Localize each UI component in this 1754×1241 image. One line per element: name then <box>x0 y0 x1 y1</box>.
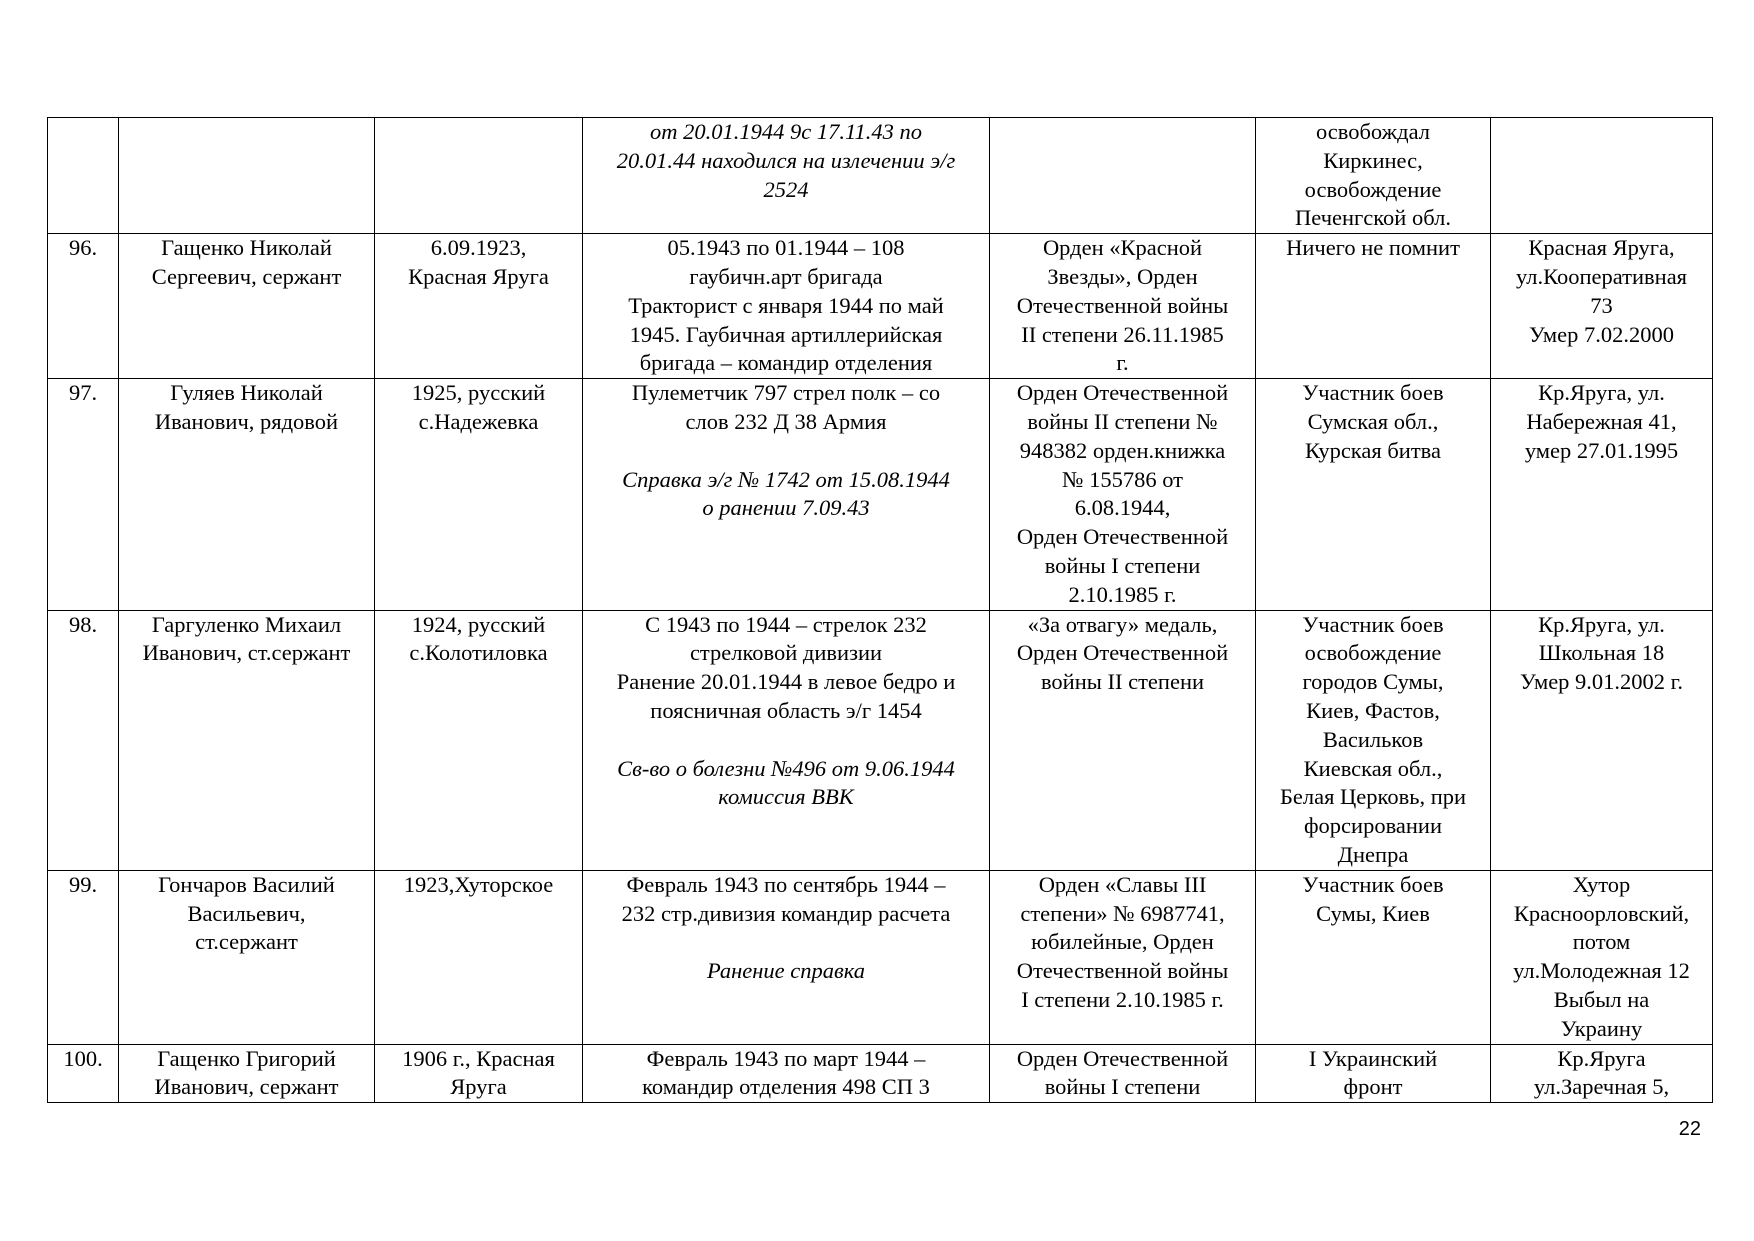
cell-name <box>119 234 375 379</box>
cell-line: умер 27.01.1995 <box>1524 437 1679 463</box>
cell-line: Печенгской обл. <box>1295 205 1451 231</box>
cell-line: освобождал <box>1315 119 1431 144</box>
cell-line: Отечественной войны <box>1016 958 1229 984</box>
cell-service <box>583 379 990 610</box>
cell-line: войны II степени № <box>1027 408 1218 434</box>
line-gap <box>587 437 985 466</box>
cell-line: юбилейные, Орден <box>1031 929 1214 955</box>
cell-line: Яруга <box>450 1074 507 1100</box>
cell-line: 232 стр.дивизия командир расчета <box>621 900 951 926</box>
cell-line: слов 232 Д 38 Армия <box>685 408 887 434</box>
cell-line: Умер 7.02.2000 <box>1528 321 1675 347</box>
cell-line: Кр.Яруга, ул. <box>1538 380 1665 406</box>
cell-num: 100. <box>48 1044 119 1103</box>
cell-line: с.Надежевка <box>418 408 539 434</box>
cell-line: Белая Церковь, при <box>1279 784 1467 810</box>
cell-address <box>1491 379 1713 610</box>
cell-birth <box>375 610 583 870</box>
cell-line: Участник боев <box>1302 871 1444 897</box>
cell-line: освобождение <box>1304 176 1442 202</box>
cell-line: городов Сумы, <box>1302 669 1444 695</box>
table-row <box>48 610 1713 870</box>
line-gap <box>587 928 985 957</box>
cell-line: ул.Заречная 5, <box>1533 1074 1670 1100</box>
table-row <box>48 870 1713 1044</box>
cell-awards <box>990 870 1256 1044</box>
cell-line: Кр.Яруга <box>1557 1045 1646 1071</box>
cell-line: Участник боев <box>1302 611 1444 637</box>
cell-line: стрелковой дивизии <box>689 640 883 666</box>
cell-line: Днепра <box>1337 841 1409 867</box>
cell-awards <box>990 234 1256 379</box>
cell-line: 2.10.1985 г. <box>1068 581 1177 607</box>
cell-line: Гащенко Николай <box>161 235 332 261</box>
cell-line: Сергеевич, сержант <box>151 263 342 289</box>
cell-line: освобождение <box>1304 640 1442 666</box>
cell-line: войны I степени <box>1044 552 1201 578</box>
cell-line: форсировании <box>1303 813 1443 839</box>
page-number: 22 <box>1678 1118 1701 1140</box>
cell-line: Иванович, сержант <box>154 1074 339 1100</box>
cell-line: Кр.Яруга, ул. <box>1538 611 1665 637</box>
cell-line: с.Колотиловка <box>409 640 548 666</box>
table-row-continuation <box>48 118 1713 234</box>
cell-line: Красная Яруга, <box>1528 235 1675 261</box>
cell-line: II степени 26.11.1985 <box>1021 321 1224 347</box>
cell-line: I Украинский <box>1308 1045 1438 1071</box>
cell-name <box>119 610 375 870</box>
cell-line: Участник боев <box>1302 380 1444 406</box>
cell-battles <box>1256 1044 1491 1103</box>
cell-line: Красноорловский, <box>1513 900 1690 926</box>
cell-line: Справка э/г № 1742 от 15.08.1944 <box>622 466 950 492</box>
cell-line: Февраль 1943 по сентябрь 1944 – <box>626 871 946 897</box>
cell-line: Отечественной войны <box>1016 292 1229 318</box>
cell-line: Хутор <box>1572 871 1631 897</box>
cell-line: Киевская обл., <box>1303 755 1443 781</box>
cell-line: 1924, русский <box>411 611 546 637</box>
cell-line: Ранение 20.01.1944 в левое бедро и <box>616 669 956 695</box>
cell-line: ул.Молодежная 12 <box>1513 958 1690 984</box>
cell-birth <box>375 870 583 1044</box>
cell-battles <box>1256 118 1491 234</box>
cell-birth <box>375 379 583 610</box>
cell-line: Гончаров Василий <box>158 871 335 897</box>
cell-battles <box>1256 870 1491 1044</box>
cell-service <box>583 610 990 870</box>
cell-line: I степени 2.10.1985 г. <box>1021 986 1224 1012</box>
cell-line: Ничего не помнит <box>1286 235 1460 261</box>
cell-line: 1925, русский <box>411 380 546 406</box>
cell-num: 97. <box>48 379 119 610</box>
cell-birth <box>375 1044 583 1103</box>
cell-line: Курская битва <box>1305 437 1441 463</box>
cell-line: Иванович, рядовой <box>154 408 339 434</box>
cell-line: от 20.01.1944 9с 17.11.43 по <box>649 119 923 144</box>
cell-line: С 1943 по 1944 – стрелок 232 <box>645 611 927 637</box>
cell-line: 1923,Хуторское <box>403 871 554 897</box>
cell-line: бригада – командир отделения <box>639 350 933 376</box>
cell-line: Пулеметчик 797 стрел полк – со <box>631 380 941 406</box>
cell-line: степени» № 6987741, <box>1020 900 1225 926</box>
cell-line: командир отделения 498 СП 3 <box>642 1074 930 1100</box>
cell-line: Школьная 18 <box>1538 640 1665 666</box>
cell-line: 20.01.44 находился на излечении э/г <box>616 147 956 173</box>
cell-num <box>48 118 119 234</box>
cell-num: 99. <box>48 870 119 1044</box>
cell-line: Красная Яруга <box>408 263 549 289</box>
cell-battles <box>1256 610 1491 870</box>
line-gap <box>587 726 985 755</box>
cell-line: 1945. Гаубичная артиллерийская <box>629 321 943 347</box>
cell-line: Выбыл на <box>1553 986 1650 1012</box>
cell-line: 948382 орден.книжка <box>1019 437 1226 463</box>
cell-line: Гащенко Григорий <box>157 1045 336 1071</box>
cell-birth <box>375 234 583 379</box>
cell-line: Гаргуленко Михаил <box>151 611 342 637</box>
cell-line: ул.Кооперативная <box>1515 263 1688 289</box>
cell-line: Набережная 41, <box>1526 408 1677 434</box>
cell-line: фронт <box>1343 1074 1403 1100</box>
cell-line: Февраль 1943 по март 1944 – <box>646 1045 926 1071</box>
cell-line: Орден «Красной <box>1042 235 1203 261</box>
cell-line: Иванович, ст.сержант <box>142 640 351 666</box>
cell-address <box>1491 234 1713 379</box>
cell-line: Орден Отечественной <box>1016 524 1229 550</box>
cell-awards <box>990 118 1256 234</box>
cell-line: о ранении 7.09.43 <box>702 495 870 521</box>
cell-line: Украину <box>1560 1015 1643 1041</box>
cell-line: Киркинес, <box>1323 147 1423 173</box>
cell-line: Орден Отечественной <box>1016 380 1229 406</box>
cell-line: Св-во о болезни №496 от 9.06.1944 <box>617 755 955 781</box>
cell-line: Сумы, Киев <box>1316 900 1430 926</box>
cell-line: потом <box>1572 929 1631 955</box>
cell-service <box>583 870 990 1044</box>
cell-line: Тракторист с января 1944 по май <box>628 292 944 318</box>
cell-line: Киев, Фастов, <box>1306 697 1440 723</box>
cell-awards <box>990 610 1256 870</box>
table-row <box>48 234 1713 379</box>
cell-line: 6.09.1923, <box>430 235 527 261</box>
cell-line: Орден «Славы III <box>1038 871 1207 897</box>
cell-address <box>1491 610 1713 870</box>
cell-line: Орден Отечественной <box>1016 640 1229 666</box>
cell-birth <box>375 118 583 234</box>
cell-line: Умер 9.01.2002 г. <box>1520 669 1683 695</box>
cell-battles <box>1256 234 1491 379</box>
cell-line: войны II степени <box>1040 669 1205 695</box>
cell-line: 2524 <box>763 176 809 202</box>
cell-service <box>583 1044 990 1103</box>
table-row <box>48 1044 1713 1103</box>
cell-address <box>1491 1044 1713 1103</box>
cell-name <box>119 379 375 610</box>
cell-service <box>583 234 990 379</box>
veterans-table <box>47 117 1713 1103</box>
cell-line: г. <box>1116 350 1129 376</box>
cell-service <box>583 118 990 234</box>
cell-line: «За отвагу» медаль, <box>1027 611 1218 637</box>
cell-line: войны I степени <box>1044 1074 1201 1100</box>
cell-line: комиссия ВВК <box>718 784 854 810</box>
cell-line: поясничная область э/г 1454 <box>650 697 922 723</box>
cell-line: Звезды», Орден <box>1047 263 1198 289</box>
cell-line: Васильевич, <box>187 900 306 926</box>
cell-address <box>1491 870 1713 1044</box>
cell-line: гаубичн.арт бригада <box>689 263 883 289</box>
cell-battles <box>1256 379 1491 610</box>
cell-line: Ранение справка <box>706 958 866 984</box>
cell-line: Васильков <box>1322 726 1424 752</box>
cell-awards <box>990 1044 1256 1103</box>
cell-name <box>119 118 375 234</box>
cell-line: № 155786 от <box>1061 466 1183 492</box>
cell-line: Сумская обл., <box>1307 408 1439 434</box>
cell-num: 98. <box>48 610 119 870</box>
cell-line: 1906 г., Красная <box>402 1045 555 1071</box>
cell-name <box>119 870 375 1044</box>
cell-line: Орден Отечественной <box>1016 1045 1229 1071</box>
cell-line: 05.1943 по 01.1944 – 108 <box>667 235 905 261</box>
cell-name <box>119 1044 375 1103</box>
cell-num: 96. <box>48 234 119 379</box>
cell-line: 73 <box>1590 292 1613 318</box>
table-row <box>48 379 1713 610</box>
cell-line: 6.08.1944, <box>1074 495 1171 521</box>
cell-address <box>1491 118 1713 234</box>
cell-line: ст.сержант <box>195 929 298 955</box>
cell-awards <box>990 379 1256 610</box>
cell-line: Гуляев Николай <box>170 380 323 406</box>
